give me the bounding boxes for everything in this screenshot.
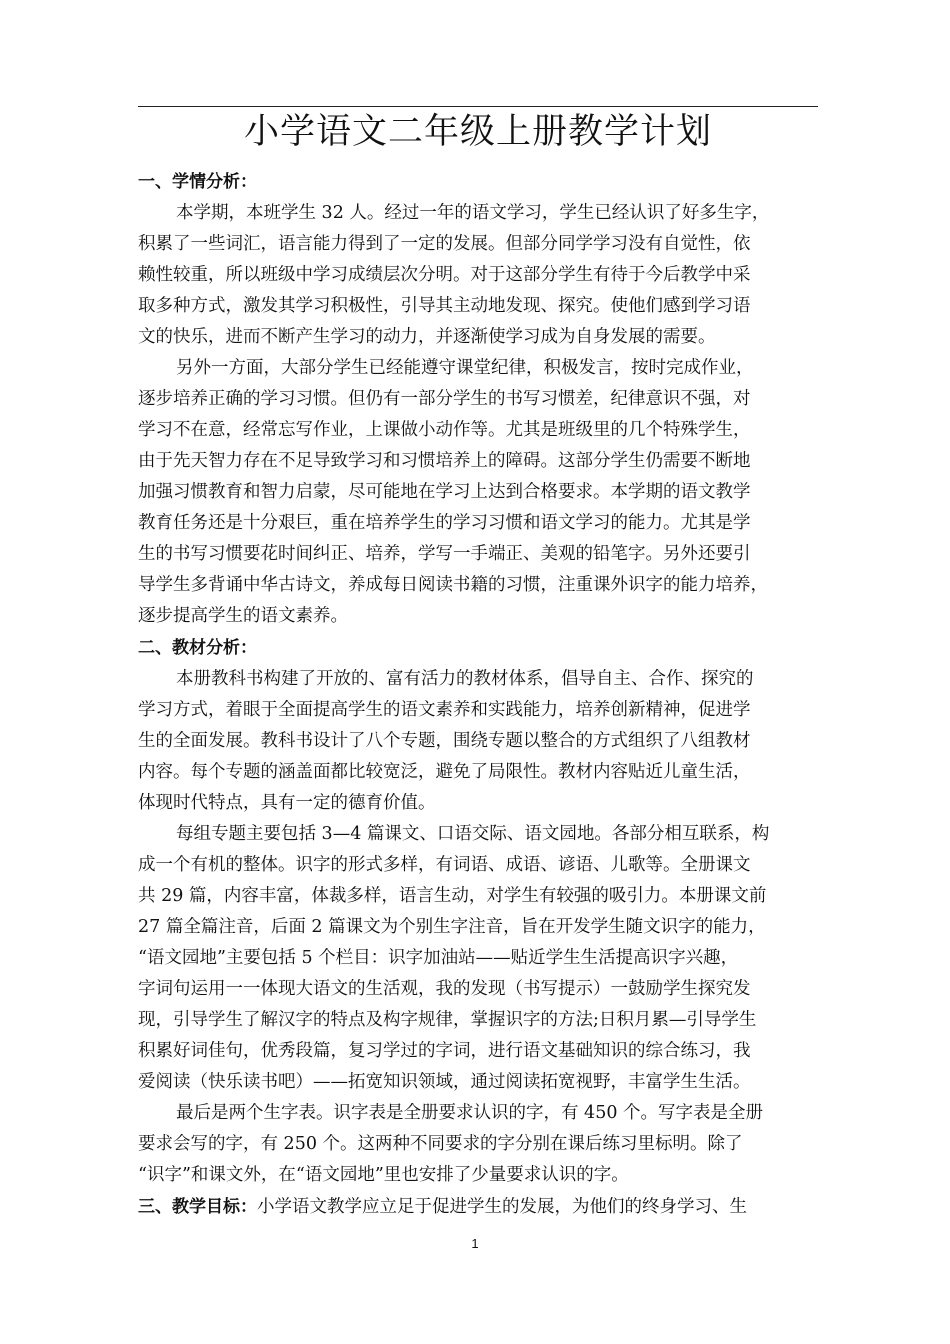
section-heading: [138, 632, 824, 664]
section-learning-analysis: [138, 166, 824, 632]
paragraph: [138, 353, 824, 632]
section-heading: [138, 1191, 824, 1223]
text-line: 爱阅读（快乐读书吧）——拓宽知识领域，通过阅读拓宽视野，丰富学生生活。: [138, 1072, 751, 1092]
text-line: 积累好词佳句，优秀段篇，复习学过的字词，进行语文基础知识的综合练习，我: [138, 1041, 751, 1061]
section-textbook-analysis: [138, 632, 824, 1191]
section-heading: [138, 166, 824, 198]
header-rule: [138, 106, 818, 107]
text-line: 文的快乐，进而不断产生学习的动力，并逐渐使学习成为自身发展的需要。: [138, 327, 716, 347]
text-line: 成一个有机的整体。识字的形式多样，有词语、成语、谚语、儿歌等。全册课文: [138, 855, 751, 875]
text-line: 学习方式，着眼于全面提高学生的语文素养和实践能力，培养创新精神，促进学: [138, 700, 751, 720]
text-line: 共 29 篇，内容丰富，体裁多样，语言生动，对学生有较强的吸引力。本册课文前: [138, 886, 767, 906]
text-line: 逐步提高学生的语文素养。: [138, 606, 348, 626]
text-line: 27 篇全篇注音，后面 2 篇课文为个别生字注音，旨在开发学生随文识字的能力，: [138, 917, 766, 937]
text-line: “语文园地”主要包括 5 个栏目：识字加油站——贴近学生生活提高识字兴趣，: [138, 948, 739, 968]
section-inline-text: 小学语文教学应立足于促进学生的发展，为他们的终身学习、生: [257, 1197, 747, 1217]
text-line: 体现时代特点，具有一定的德育价值。: [138, 793, 436, 813]
text-line: 每组专题主要包括 3—4 篇课文、口语交际、语文园地。各部分相互联系，构: [176, 824, 770, 844]
text-line: 本册教科书构建了开放的、富有活力的教材体系，倡导自主、合作、探究的: [176, 669, 754, 689]
text-line: 导学生多背诵中华古诗文，养成每日阅读书籍的习惯，注重课外识字的能力培养，: [138, 575, 768, 595]
text-line: 加强习惯教育和智力启蒙，尽可能地在学习上达到合格要求。本学期的语文教学: [138, 482, 751, 502]
paragraph: [138, 1098, 824, 1191]
text-line: 取多种方式，激发其学习积极性，引导其主动地发现、探究。使他们感到学习语: [138, 296, 751, 316]
text-line: 生的全面发展。教科书设计了八个专题，围绕专题以整合的方式组织了八组教材: [138, 731, 751, 751]
section-teaching-goals: [138, 1191, 824, 1223]
text-line: 最后是两个生字表。识字表是全册要求认识的字，有 450 个。写字表是全册: [176, 1103, 764, 1123]
text-line: 赖性较重，所以班级中学习成绩层次分明。对于这部分学生有待于今后教学中采: [138, 265, 751, 285]
text-line: 要求会写的字，有 250 个。这两种不同要求的字分别在课后练习里标明。除了: [138, 1134, 743, 1154]
text-line: 积累了一些词汇，语言能力得到了一定的发展。但部分同学学习没有自觉性，依: [138, 234, 751, 254]
paragraph: [138, 819, 824, 1098]
section-heading-text: 三、教学目标：: [138, 1197, 257, 1217]
text-line: 由于先天智力存在不足导致学习和习惯培养上的障碍。这部分学生仍需要不断地: [138, 451, 751, 471]
text-line: “识字”和课文外，在“语文园地”里也安排了少量要求认识的字。: [138, 1165, 629, 1185]
text-line: 逐步培养正确的学习习惯。但仍有一部分学生的书写习惯差，纪律意识不强，对: [138, 389, 751, 409]
text-line: 教育任务还是十分艰巨，重在培养学生的学习习惯和语文学习的能力。尤其是学: [138, 513, 751, 533]
section-heading-text: 二、教材分析：: [138, 638, 257, 658]
text-line: 学习不在意，经常忘写作业，上课做小动作等。尤其是班级里的几个特殊学生，: [138, 420, 751, 440]
section-heading-text: 一、学情分析：: [138, 172, 257, 192]
text-line: 本学期，本班学生 32 人。经过一年的语文学习，学生已经认识了好多生字，: [176, 203, 770, 223]
text-line: 现，引导学生了解汉字的特点及构字规律，掌握识字的方法;日积月累—引导学生: [138, 1010, 757, 1030]
text-line: 字词句运用一一体现大语文的生活观，我的发现（书写提示）一鼓励学生探究发: [138, 979, 751, 999]
paragraph: [138, 198, 824, 353]
page-number: 1: [471, 1236, 479, 1251]
document-body: [138, 166, 824, 1223]
page-title: 小学语文二年级上册教学计划: [243, 112, 712, 152]
text-line: 内容。每个专题的涵盖面都比较宽泛，避免了局限性。教材内容贴近儿童生活，: [138, 762, 751, 782]
text-line: 生的书写习惯要花时间纠正、培养，学写一手端正、美观的铅笔字。另外还要引: [138, 544, 751, 564]
paragraph: [138, 664, 824, 819]
text-line: 另外一方面，大部分学生已经能遵守课堂纪律，积极发言，按时完成作业，: [176, 358, 754, 378]
